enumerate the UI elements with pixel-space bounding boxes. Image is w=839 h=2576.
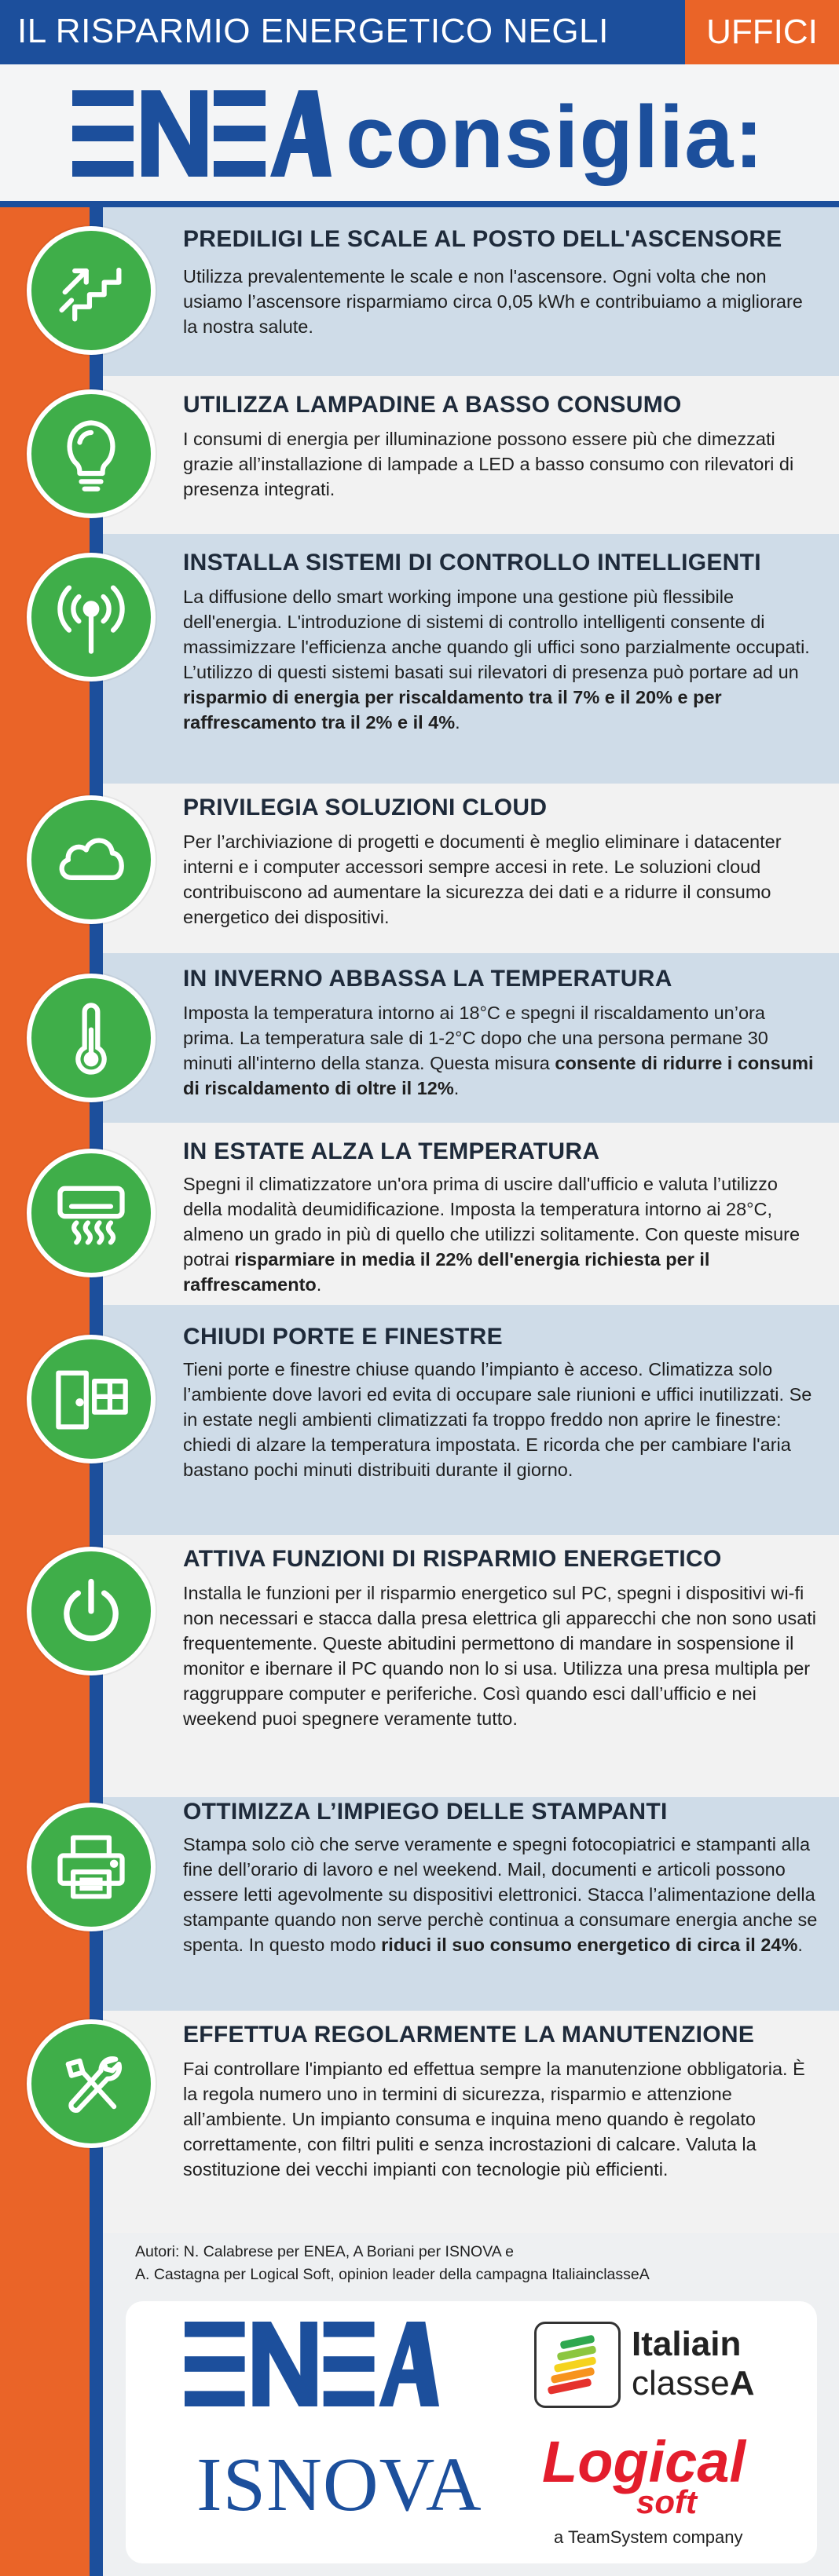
tip-heading: UTILIZZA LAMPADINE A BASSO CONSUMO <box>183 392 682 418</box>
isnova-logo: ISNOVA <box>196 2443 482 2527</box>
tip-summer <box>103 1123 839 1305</box>
tip-heading: IN INVERNO ABBASSA LA TEMPERATURA <box>183 966 672 992</box>
subtitle: consiglia: <box>346 88 764 186</box>
authors-line-1: Autori: N. Calabrese per ENEA, A Boriani per ISNOVA e <box>135 2243 514 2260</box>
logical-soft-logo-soft: soft <box>636 2483 697 2520</box>
tip-maintenance <box>103 2011 839 2233</box>
tip-text: Per l’archiviazione di progetti e documenti è meglio eliminare i datacenter interni e i computer accessori sempre accesi in rete. Le soluzioni cloud contribuiscono ad aumentare la sicurezza dei dati e a ridurre il consumo energetico dei dispositivi. <box>183 831 782 927</box>
tip-text: Tieni porte e finestre chiuse quando l’impianto è acceso. Climatizza solo l’ambiente dove lavori ed evita di occupare sale riunioni e uffici inutilizzati. Se in estate negli ambienti climatizzati fa troppo freddo non aprire le finestre: chiedi di alzare la temperatura impostata. E ricorda che per cambiare l'aria bastano pochi minuti distribuiti durante il giorno. <box>183 1359 812 1480</box>
italia-in-classe-a-logo: Italiain classeA <box>632 2325 755 2402</box>
tip-text: I consumi di energia per illuminazione possono essere più che dimezzati grazie all’installazione di lampade a LED a basso consumo con rilevatori di presenza integrati. <box>183 429 794 499</box>
air-conditioner-icon <box>27 1149 156 1277</box>
thermometer-icon <box>27 974 156 1102</box>
tip-heading: EFFETTUA REGOLARMENTE LA MANUTENZIONE <box>183 2022 755 2048</box>
logical-soft-logo: Logical <box>542 2429 746 2494</box>
tip-printers <box>103 1797 839 2011</box>
partner-logos <box>126 2301 817 2563</box>
teamsystem-tagline: a TeamSystem company <box>554 2527 743 2547</box>
antenna-icon <box>27 553 156 681</box>
lightbulb-icon <box>27 389 156 518</box>
tip-text: La diffusione dello smart working impone una gestione più flessibile dell'energia. L'introduzione di sistemi di controllo intelligenti consente di massimizzare l'efficienza anche quando gli uffici sono parzialmente occupati. L’utilizzo di questi sistemi basati sui rilevatori di presenza può portare ad un risparmio di energia per riscaldamento tra il 7% e il 20% e per raffrescamento tra il 2% e il 4%. <box>183 586 810 733</box>
tip-heading: INSTALLA SISTEMI DI CONTROLLO INTELLIGENTI <box>183 550 761 575</box>
title-part-1: IL RISPARMIO ENERGETICO NEGLI <box>17 12 609 50</box>
tip-heading: IN ESTATE ALZA LA TEMPERATURA <box>183 1138 600 1164</box>
tip-smart-controls <box>103 534 839 784</box>
title-part-2: UFFICI <box>685 0 839 64</box>
power-icon <box>27 1547 156 1675</box>
tip-text: Fai controllare l'impianto ed effettua sempre la manutenzione obbligatoria. È la regola numero uno in termini di sicurezza, risparmio e attenzione all’ambiente. Un impianto consuma e inquina meno quando è regolato correttamente, con filtri puliti e senza incrostazioni di calcare. Valuta la sostituzione dei vecchi impianti con tecnologie più efficienti. <box>183 2059 805 2180</box>
tip-heading: OTTIMIZZA L’IMPIEGO DELLE STAMPANTI <box>183 1799 668 1825</box>
tip-heading: PREDILIGI LE SCALE AL POSTO DELL'ASCENSORE <box>183 226 782 252</box>
stairs-icon <box>27 226 156 355</box>
authors-line-2: A. Castagna per Logical Soft, opinion leader della campagna ItaliainclasseA <box>135 2266 650 2283</box>
printer-icon <box>27 1803 156 1931</box>
tip-cloud <box>103 784 839 953</box>
cloud-icon <box>27 795 156 924</box>
title-bar <box>0 0 839 64</box>
authors <box>135 2241 811 2286</box>
tip-doors-windows <box>103 1305 839 1535</box>
tip-heading: CHIUDI PORTE E FINESTRE <box>183 1324 503 1350</box>
tip-text: Imposta la temperatura intorno ai 18°C e spegni il riscaldamento un’ora prima. La temperatura sale di 1-2°C dopo che una persona permane 30 minuti all'interno della stanza. Questa misura consente di ridurre i consumi di riscaldamento di oltre il 12%. <box>183 1003 814 1098</box>
italia-in-classe-a-logo-mark <box>534 2322 621 2408</box>
enea-footer-logo <box>174 2322 449 2406</box>
hero <box>0 64 839 206</box>
tip-heading: ATTIVA FUNZIONI DI RISPARMIO ENERGETICO <box>183 1546 722 1572</box>
tip-text: Spegni il climatizzatore un'ora prima di uscire dall'ufficio e valuta l’utilizzo della modalità deumidificazione. Imposta la temperatura intorno ai 28°C, almeno un grado in più di quello che utilizzi solitamente. Con queste misure potrai risparmiare in media il 22% dell'energia richiesta per il raffrescamento. <box>183 1174 801 1295</box>
tip-text: Stampa solo ciò che serve veramente e spegni fotocopiatrici e stampanti alla fine dell’orario di lavoro e nel weekend. Mail, documenti e articoli possono essere letti agevolmente su dispositivi elettronici. Stacca l’alimentazione della stampante quando non serve perchè continua a consumare energia anche se spenta. In questo modo riduci il suo consumo energetico di circa il 24%. <box>183 1834 818 1955</box>
enea-logo <box>72 90 332 177</box>
tip-text: Installa le funzioni per il risparmio energetico sul PC, spegni i dispositivi wi-fi non necessari e stacca dalla presa elettrica gli apparecchi che non sono usati frequentemente. Queste abitudini permettono di mandare in sospensione il monitor e ibernare il PC quando non lo si usa. Utilizza una presa multipla per raggruppare computer e periferiche. Così quando esci dall’ufficio e nei weekend puoi spegnere veramente tutto. <box>183 1583 817 1729</box>
tip-stairs <box>103 207 839 376</box>
tip-winter <box>103 953 839 1123</box>
tip-text: Utilizza prevalentemente le scale e non l'ascensore. Ogni volta che non usiamo l’ascensore risparmiamo circa 0,05 kWh e contribuiamo a migliorare la nostra salute. <box>183 266 803 337</box>
tip-lamps <box>103 376 839 534</box>
tools-icon <box>27 2019 156 2148</box>
tip-energy-saving <box>103 1535 839 1797</box>
tip-heading: PRIVILEGIA SOLUZIONI CLOUD <box>183 795 548 820</box>
divider <box>0 201 839 207</box>
door-window-icon <box>27 1335 156 1463</box>
